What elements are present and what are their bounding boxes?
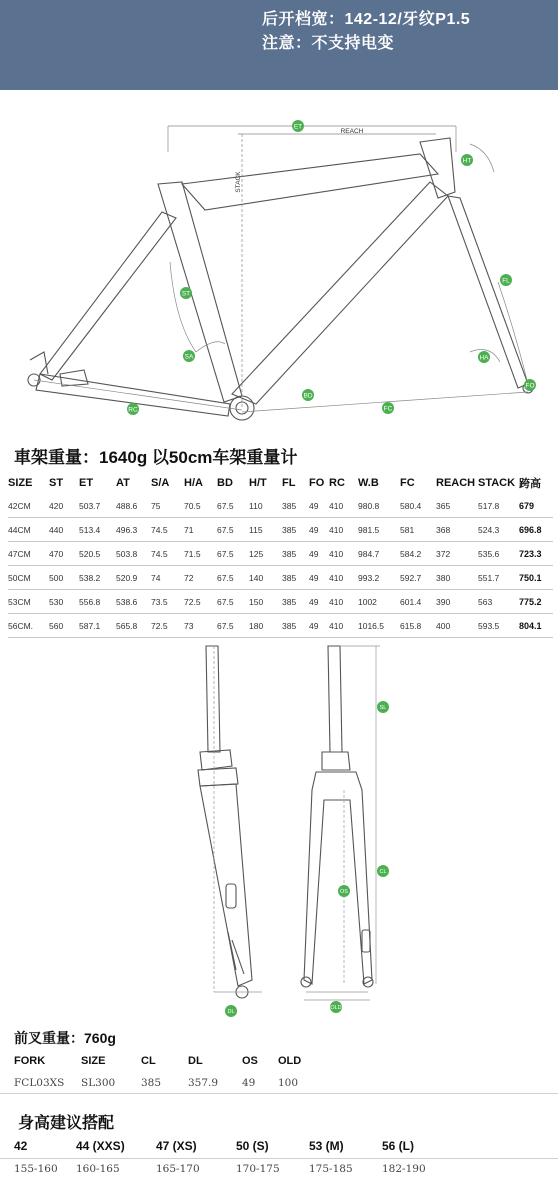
geometry-cell: 584.2 <box>400 542 436 566</box>
geometry-cell: 503.7 <box>79 494 116 518</box>
geometry-cell: 410 <box>329 590 358 614</box>
geometry-cell: 587.1 <box>79 614 116 638</box>
geometry-cell: 993.2 <box>358 566 400 590</box>
geometry-cell: 520.5 <box>79 542 116 566</box>
geometry-cell: 49 <box>309 590 329 614</box>
geometry-cell: 73.5 <box>151 590 184 614</box>
height-fit-height-cell: 170-175 <box>236 1163 280 1175</box>
geometry-header-row <box>8 472 553 494</box>
geometry-cell: 49 <box>309 494 329 518</box>
geometry-cell: 49 <box>309 518 329 542</box>
geometry-cell: 488.6 <box>116 494 151 518</box>
geometry-cell: 410 <box>329 614 358 638</box>
geometry-cell: 679 <box>519 494 553 518</box>
geometry-cell: 1016.5 <box>358 614 400 638</box>
geometry-cell: 67.5 <box>217 542 249 566</box>
geometry-cell: 385 <box>282 590 309 614</box>
geometry-cell: 385 <box>282 518 309 542</box>
geometry-row <box>8 566 553 590</box>
geometry-cell: 75 <box>151 494 184 518</box>
geometry-cell: 1002 <box>358 590 400 614</box>
geometry-cell: 70.5 <box>184 494 217 518</box>
label-st: ST <box>181 290 191 298</box>
geometry-cell: 67.5 <box>217 494 249 518</box>
frame-geometry-diagram <box>0 112 558 427</box>
geometry-cell: 71.5 <box>184 542 217 566</box>
height-fit-height-row <box>14 1158 434 1180</box>
fork-geometry-diagram <box>0 640 558 1025</box>
geometry-cell: 538.2 <box>79 566 116 590</box>
geometry-cell: 67.5 <box>217 590 249 614</box>
geometry-cell: 560 <box>49 614 79 638</box>
geometry-cell: 385 <box>282 542 309 566</box>
geometry-cell: 71 <box>184 518 217 542</box>
height-fit-size-row <box>14 1134 434 1158</box>
fork-header-row <box>14 1050 314 1072</box>
geometry-cell: 385 <box>282 614 309 638</box>
height-fit-size-cell: 50 (S) <box>236 1139 269 1153</box>
geometry-cell: 520.9 <box>116 566 151 590</box>
frame-weight-title: 車架重量：1640g 以50cm车架重量计 <box>14 448 298 467</box>
label-reach: REACH <box>340 128 364 135</box>
geometry-header-cell: AT <box>116 477 130 489</box>
fork-header-cl: CL <box>141 1055 156 1067</box>
label-fo: FO <box>525 382 535 390</box>
label-os: OS <box>340 889 348 895</box>
geometry-cell: 593.5 <box>478 614 519 638</box>
geometry-cell: 775.2 <box>519 590 553 614</box>
fork-front-steerer <box>328 646 342 752</box>
label-dl: DL <box>227 1009 235 1015</box>
geometry-cell: 410 <box>329 566 358 590</box>
geometry-cell: 563 <box>478 590 519 614</box>
geometry-row <box>8 542 553 566</box>
geometry-cell: 538.6 <box>116 590 151 614</box>
geometry-cell: 74.5 <box>151 542 184 566</box>
geometry-cell: 410 <box>329 494 358 518</box>
geometry-row <box>8 590 553 614</box>
geometry-cell: 580.4 <box>400 494 436 518</box>
seat-stay-outline <box>40 212 176 380</box>
fork-front-blades <box>304 772 372 984</box>
height-fit-height-cell: 155-160 <box>14 1163 58 1175</box>
geometry-cell: 74 <box>151 566 184 590</box>
header-banner <box>0 0 558 90</box>
label-sa: SA <box>184 353 194 361</box>
geometry-cell: 42CM <box>8 494 49 518</box>
geometry-cell: 73 <box>184 614 217 638</box>
fork-cell-size: SL300 <box>81 1077 116 1089</box>
geometry-cell: 513.4 <box>79 518 116 542</box>
geometry-header-cell: FL <box>282 477 296 489</box>
label-ha: HA <box>479 354 489 362</box>
geometry-cell: 125 <box>249 542 282 566</box>
geometry-cell: 67.5 <box>217 614 249 638</box>
label-fl: FL <box>502 277 510 285</box>
geometry-cell: 980.8 <box>358 494 400 518</box>
seat-tube-outline <box>158 182 242 402</box>
geometry-cell: 67.5 <box>217 566 249 590</box>
geometry-cell: 750.1 <box>519 566 553 590</box>
fork-cell-dl: 357.9 <box>188 1077 219 1089</box>
geometry-cell: 410 <box>329 518 358 542</box>
label-stack: STACK <box>235 171 242 193</box>
geometry-cell: 696.8 <box>519 518 553 542</box>
geometry-header-cell: FC <box>400 477 415 489</box>
geometry-header-cell: BD <box>217 477 233 489</box>
label-fc: FC <box>383 405 393 413</box>
geometry-cell: 804.1 <box>519 614 553 638</box>
geometry-cell: 385 <box>282 566 309 590</box>
height-fit-size-cell: 47 (XS) <box>156 1139 197 1153</box>
geometry-header-cell: W.B <box>358 477 379 489</box>
down-tube-outline <box>232 182 448 404</box>
geometry-cell: 565.8 <box>116 614 151 638</box>
geometry-cell: 368 <box>436 518 478 542</box>
fork-header-fork: FORK <box>14 1055 46 1067</box>
geometry-cell: 503.8 <box>116 542 151 566</box>
fork-drawing <box>0 640 558 1025</box>
geometry-cell: 72.5 <box>184 590 217 614</box>
fork-divider <box>0 1093 558 1094</box>
geometry-header-cell: H/A <box>184 477 203 489</box>
fork-weight-title: 前叉重量：760g <box>14 1030 116 1046</box>
geometry-cell: 440 <box>49 518 79 542</box>
geometry-cell: 44CM <box>8 518 49 542</box>
frame-drawing <box>0 112 558 427</box>
geometry-cell: 470 <box>49 542 79 566</box>
geometry-cell: 110 <box>249 494 282 518</box>
height-fit-size-cell: 44 (XXS) <box>76 1139 125 1153</box>
geometry-cell: 365 <box>436 494 478 518</box>
height-fit-height-cell: 160-165 <box>76 1163 120 1175</box>
geometry-cell: 496.3 <box>116 518 151 542</box>
height-fit-title: 身高建议搭配 <box>18 1115 115 1132</box>
top-tube-outline <box>182 154 438 210</box>
geometry-cell: 49 <box>309 566 329 590</box>
geometry-cell: 530 <box>49 590 79 614</box>
geometry-cell: 981.5 <box>358 518 400 542</box>
fork-data-row <box>14 1072 314 1094</box>
height-fit-size-cell: 56 (L) <box>382 1139 415 1153</box>
label-rc: RC <box>128 406 138 414</box>
geometry-cell: 140 <box>249 566 282 590</box>
fork-cell-old: 100 <box>278 1077 299 1089</box>
height-fit-divider <box>0 1158 558 1159</box>
header-line-notice: 注意：不支持电变 <box>262 35 395 52</box>
geometry-cell: 390 <box>436 590 478 614</box>
geometry-cell: 601.4 <box>400 590 436 614</box>
label-bd: BD <box>303 392 313 400</box>
label-sl: SL <box>379 705 387 711</box>
height-fit-table <box>14 1134 434 1180</box>
geometry-header-cell: RC <box>329 477 345 489</box>
geometry-cell: 500 <box>49 566 79 590</box>
geometry-cell: 47CM <box>8 542 49 566</box>
geometry-cell: 380 <box>436 566 478 590</box>
geometry-cell: 67.5 <box>217 518 249 542</box>
geometry-cell: 72 <box>184 566 217 590</box>
geometry-header-cell: FO <box>309 477 325 489</box>
geometry-cell: 115 <box>249 518 282 542</box>
fork-side-steerer <box>206 646 220 752</box>
geometry-header-cell: 跨高 <box>519 478 541 490</box>
geometry-cell: 517.8 <box>478 494 519 518</box>
fork-table <box>14 1050 314 1094</box>
geometry-cell: 180 <box>249 614 282 638</box>
geometry-cell: 49 <box>309 614 329 638</box>
height-fit-height-cell: 182-190 <box>382 1163 426 1175</box>
geometry-cell: 984.7 <box>358 542 400 566</box>
geometry-header-cell: REACH <box>436 477 476 489</box>
geometry-cell: 53CM <box>8 590 49 614</box>
geometry-cell: 535.6 <box>478 542 519 566</box>
height-fit-size-cell: 53 (M) <box>309 1139 344 1153</box>
fork-cell-model: FCL03XS <box>14 1077 65 1089</box>
height-fit-height-cell: 175-185 <box>309 1163 353 1175</box>
geometry-row <box>8 518 553 542</box>
label-ht: HT <box>462 157 472 165</box>
geometry-header-cell: S/A <box>151 477 170 489</box>
geometry-table <box>8 472 553 638</box>
geometry-cell: 372 <box>436 542 478 566</box>
geometry-cell: 556.8 <box>79 590 116 614</box>
geometry-cell: 592.7 <box>400 566 436 590</box>
geometry-cell: 410 <box>329 542 358 566</box>
label-cl: CL <box>379 869 387 875</box>
geometry-cell: 150 <box>249 590 282 614</box>
geometry-cell: 50CM <box>8 566 49 590</box>
geometry-cell: 524.3 <box>478 518 519 542</box>
rc-dimension-line <box>34 380 242 410</box>
geometry-row <box>8 494 553 518</box>
label-old: OLD <box>330 1005 342 1011</box>
label-et: ET <box>293 123 303 131</box>
fork-header-old: OLD <box>278 1055 302 1067</box>
geometry-header-cell: H/T <box>249 477 267 489</box>
geometry-cell: 385 <box>282 494 309 518</box>
fork-cell-os: 49 <box>242 1077 256 1089</box>
geometry-header-cell: SIZE <box>8 477 33 489</box>
fork-header-os: OS <box>242 1055 258 1067</box>
geometry-header-cell: ET <box>79 477 94 489</box>
fork-cell-cl: 385 <box>141 1077 162 1089</box>
geometry-cell: 74.5 <box>151 518 184 542</box>
geometry-cell: 420 <box>49 494 79 518</box>
geometry-cell: 72.5 <box>151 614 184 638</box>
geometry-cell: 56CM. <box>8 614 49 638</box>
geometry-row <box>8 614 553 638</box>
header-line-rear-spacing: 后开档宽：142-12/牙纹P1.5 <box>262 11 471 28</box>
height-fit-height-cell: 165-170 <box>156 1163 200 1175</box>
fork-header-dl: DL <box>188 1055 203 1067</box>
geometry-cell: 551.7 <box>478 566 519 590</box>
geometry-cell: 49 <box>309 542 329 566</box>
height-fit-size-cell: 42 <box>14 1139 28 1153</box>
fork-header-size: SIZE <box>81 1055 106 1067</box>
geometry-header-cell: STACK <box>478 477 516 489</box>
geometry-cell: 723.3 <box>519 542 553 566</box>
geometry-header-cell: ST <box>49 477 64 489</box>
geometry-cell: 400 <box>436 614 478 638</box>
geometry-cell: 615.8 <box>400 614 436 638</box>
geometry-cell: 581 <box>400 518 436 542</box>
head-tube-outline <box>420 138 455 198</box>
